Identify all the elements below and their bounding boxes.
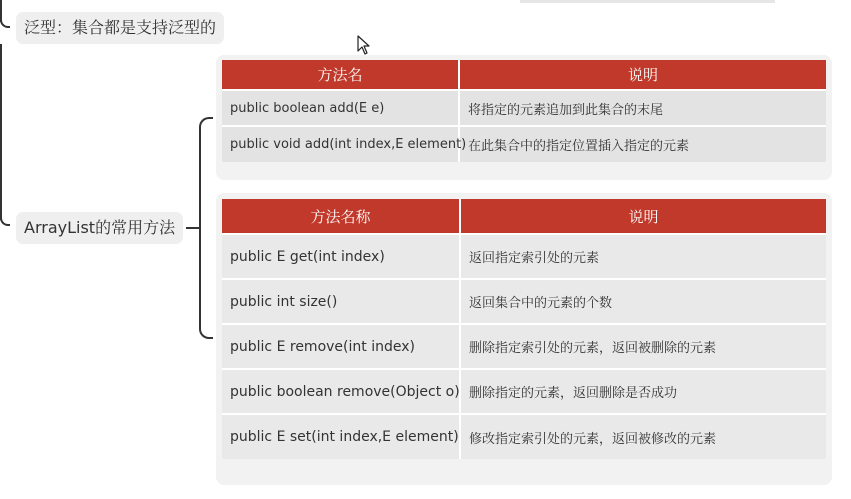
method-signature: public E set(int index,E element) bbox=[222, 414, 460, 459]
table-row bbox=[222, 324, 826, 369]
method-description: 修改指定索引处的元素，返回被修改的元素 bbox=[460, 414, 826, 459]
method-description: 删除指定索引处的元素，返回被删除的元素 bbox=[460, 324, 826, 369]
method-description: 将指定的元素追加到此集合的末尾 bbox=[459, 90, 826, 126]
table-row bbox=[222, 234, 826, 279]
table-row bbox=[222, 279, 826, 324]
table-row bbox=[222, 369, 826, 414]
table-row bbox=[222, 414, 826, 459]
common-methods-table bbox=[222, 199, 826, 459]
method-description: 删除指定的元素，返回删除是否成功 bbox=[460, 369, 826, 414]
tree-hook-generics bbox=[0, 20, 10, 28]
node-arraylist-methods[interactable]: ArrayList的常用方法 bbox=[16, 212, 183, 244]
header-method-name: 方法名 bbox=[222, 60, 459, 90]
method-description: 返回集合中的元素的个数 bbox=[460, 279, 826, 324]
method-signature: public void add(int index,E element) bbox=[222, 126, 459, 162]
group-brace bbox=[199, 117, 213, 339]
node-connector bbox=[186, 227, 200, 229]
table-header-row bbox=[222, 199, 826, 234]
tree-line-top bbox=[0, 0, 2, 22]
header-description: 说明 bbox=[459, 60, 826, 90]
table-row bbox=[222, 126, 826, 162]
top-scroll-edge bbox=[520, 0, 775, 3]
table-header-row bbox=[222, 60, 826, 90]
header-description: 说明 bbox=[460, 199, 826, 234]
method-signature: public boolean remove(Object o) bbox=[222, 369, 460, 414]
method-signature: public boolean add(E e) bbox=[222, 90, 459, 126]
node-generics[interactable]: 泛型：集合都是支持泛型的 bbox=[16, 12, 224, 44]
method-description: 返回指定索引处的元素 bbox=[460, 234, 826, 279]
header-method-name: 方法名称 bbox=[222, 199, 460, 234]
mouse-pointer-icon bbox=[357, 35, 371, 55]
method-signature: public int size() bbox=[222, 279, 460, 324]
method-signature: public E remove(int index) bbox=[222, 324, 460, 369]
table-row bbox=[222, 90, 826, 126]
method-description: 在此集合中的指定位置插入指定的元素 bbox=[459, 126, 826, 162]
tree-hook-arraylist bbox=[0, 218, 10, 226]
add-methods-table bbox=[222, 60, 826, 162]
method-signature: public E get(int index) bbox=[222, 234, 460, 279]
tree-line-middle bbox=[0, 44, 2, 220]
